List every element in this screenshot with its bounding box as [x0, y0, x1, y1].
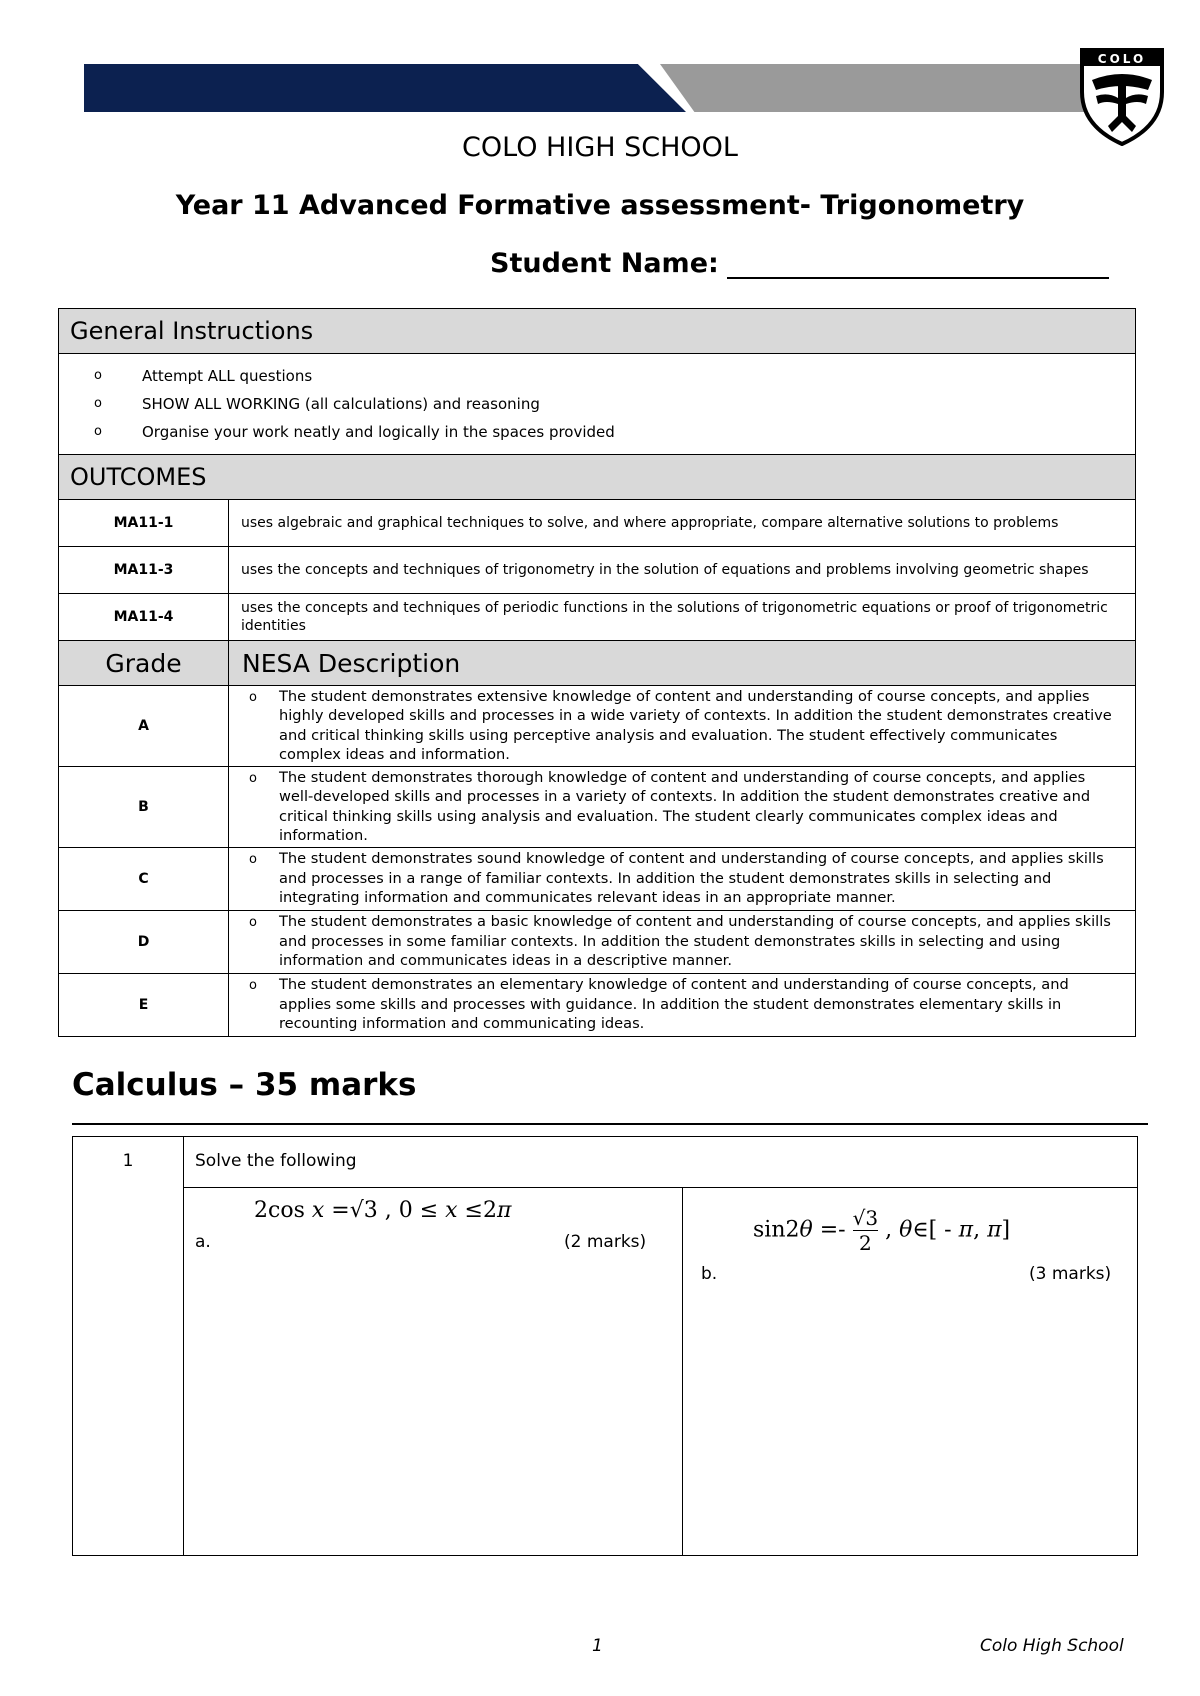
- grade-letter: B: [59, 767, 229, 848]
- crest-text: COLO: [1097, 52, 1147, 66]
- answer-area-a[interactable]: [184, 1188, 683, 1556]
- bullet-icon: o: [249, 689, 257, 705]
- grade-description: o The student demonstrates an elementary knowledge of content and understanding of course concepts, and applies some skills and processes with guidance. In addition the student demonstrates elementary skills in recounting information and communicating ideas.: [229, 974, 1136, 1037]
- outcomes-heading: OUTCOMES: [59, 455, 1136, 500]
- bullet-icon: o: [94, 424, 102, 439]
- table-row: [59, 974, 1136, 1037]
- instructions-heading: General Instructions: [59, 309, 1136, 354]
- bullet-icon: o: [249, 978, 257, 994]
- list-item: o Attempt ALL questions: [59, 362, 1135, 390]
- grade-description: o The student demonstrates a basic knowledge of content and understanding of course concepts, and applies skills and processes in some familiar contexts. In addition the student demonstrates skills in selecting and using information and communicates ideas in a descriptive manner.: [229, 911, 1136, 974]
- list-item: o Organise your work neatly and logically in the spaces provided: [59, 418, 1135, 446]
- student-name-label: Student Name:: [490, 248, 719, 279]
- bullet-icon: o: [249, 770, 257, 786]
- assessment-title: Year 11 Advanced Formative assessment- Trigonometry: [175, 190, 1025, 221]
- instructions-list: [59, 354, 1136, 455]
- school-crest-logo: [1078, 46, 1166, 146]
- outcome-code: MA11-3: [59, 547, 229, 594]
- grade-column-header: Grade: [59, 641, 229, 686]
- outcome-description: uses the concepts and techniques of trigonometry in the solution of equations and problems involving geometric shapes: [229, 547, 1136, 594]
- table-row: [59, 500, 1136, 547]
- info-table: [58, 308, 1136, 1037]
- table-row: [59, 848, 1136, 911]
- header-band-gray: [660, 64, 1090, 112]
- bullet-icon: o: [249, 915, 257, 931]
- marks-label: (2 marks): [564, 1232, 647, 1252]
- part-label: b.: [701, 1264, 718, 1284]
- question-prompt: Solve the following: [184, 1137, 1138, 1188]
- header-band-navy: [84, 64, 686, 112]
- section-divider: [72, 1123, 1148, 1125]
- school-name: COLO HIGH SCHOOL: [462, 132, 738, 163]
- question-number: 1: [73, 1137, 184, 1556]
- table-row: [59, 686, 1136, 767]
- description-column-header: NESA Description: [229, 641, 1136, 686]
- bullet-icon: o: [94, 368, 102, 383]
- student-name-line[interactable]: [727, 249, 1109, 279]
- grade-description: o The student demonstrates extensive knowledge of content and understanding of course concepts, and applies highly developed skills and processes in a wide variety of contexts. In addition the student demonstrates creative and critical thinking skills using perceptive analysis and evaluation. The student effectively communicates complex ideas and information.: [229, 686, 1136, 767]
- marks-label: (3 marks): [1029, 1264, 1112, 1284]
- question-table: [72, 1136, 1138, 1556]
- outcome-code: MA11-4: [59, 594, 229, 641]
- table-row: [59, 594, 1136, 641]
- grade-letter: E: [59, 974, 229, 1037]
- grade-letter: A: [59, 686, 229, 767]
- grade-letter: C: [59, 848, 229, 911]
- outcome-code: MA11-1: [59, 500, 229, 547]
- outcome-description: uses the concepts and techniques of periodic functions in the solutions of trigonometric equations or proof of trigonometric identities: [229, 594, 1136, 641]
- table-row: [59, 911, 1136, 974]
- equation-b: sin2θ =- $\frac{√3}{2}$ , θ∈[ - π, π]: [753, 1206, 1011, 1255]
- grade-description: o The student demonstrates sound knowledge of content and understanding of course concepts, and applies skills and processes in a range of familiar contexts. In addition the student demonstrates skills in selecting and integrating information and communicates relevant ideas in an appropriate manner.: [229, 848, 1136, 911]
- grade-letter: D: [59, 911, 229, 974]
- answer-area-b[interactable]: [683, 1188, 1138, 1556]
- page-number: 1: [592, 1636, 603, 1656]
- equation-a: 2cos x =√3 , 0 ≤ x ≤2π: [254, 1198, 512, 1223]
- footer-school: Colo High School: [980, 1636, 1124, 1656]
- list-item: o SHOW ALL WORKING (all calculations) and reasoning: [59, 390, 1135, 418]
- outcome-description: uses algebraic and graphical techniques to solve, and where appropriate, compare alternative solutions to problems: [229, 500, 1136, 547]
- table-row: [59, 767, 1136, 848]
- student-name-field[interactable]: [490, 248, 1109, 279]
- table-row: [59, 547, 1136, 594]
- part-label: a.: [195, 1232, 211, 1252]
- section-heading: Calculus – 35 marks: [72, 1067, 417, 1103]
- grade-description: o The student demonstrates thorough knowledge of content and understanding of course concepts, and applies well-developed skills and processes in a variety of contexts. In addition the student demonstrates creative and critical thinking skills using analysis and evaluation. The student clearly communicates complex ideas and information.: [229, 767, 1136, 848]
- bullet-icon: o: [249, 852, 257, 868]
- bullet-icon: o: [94, 396, 102, 411]
